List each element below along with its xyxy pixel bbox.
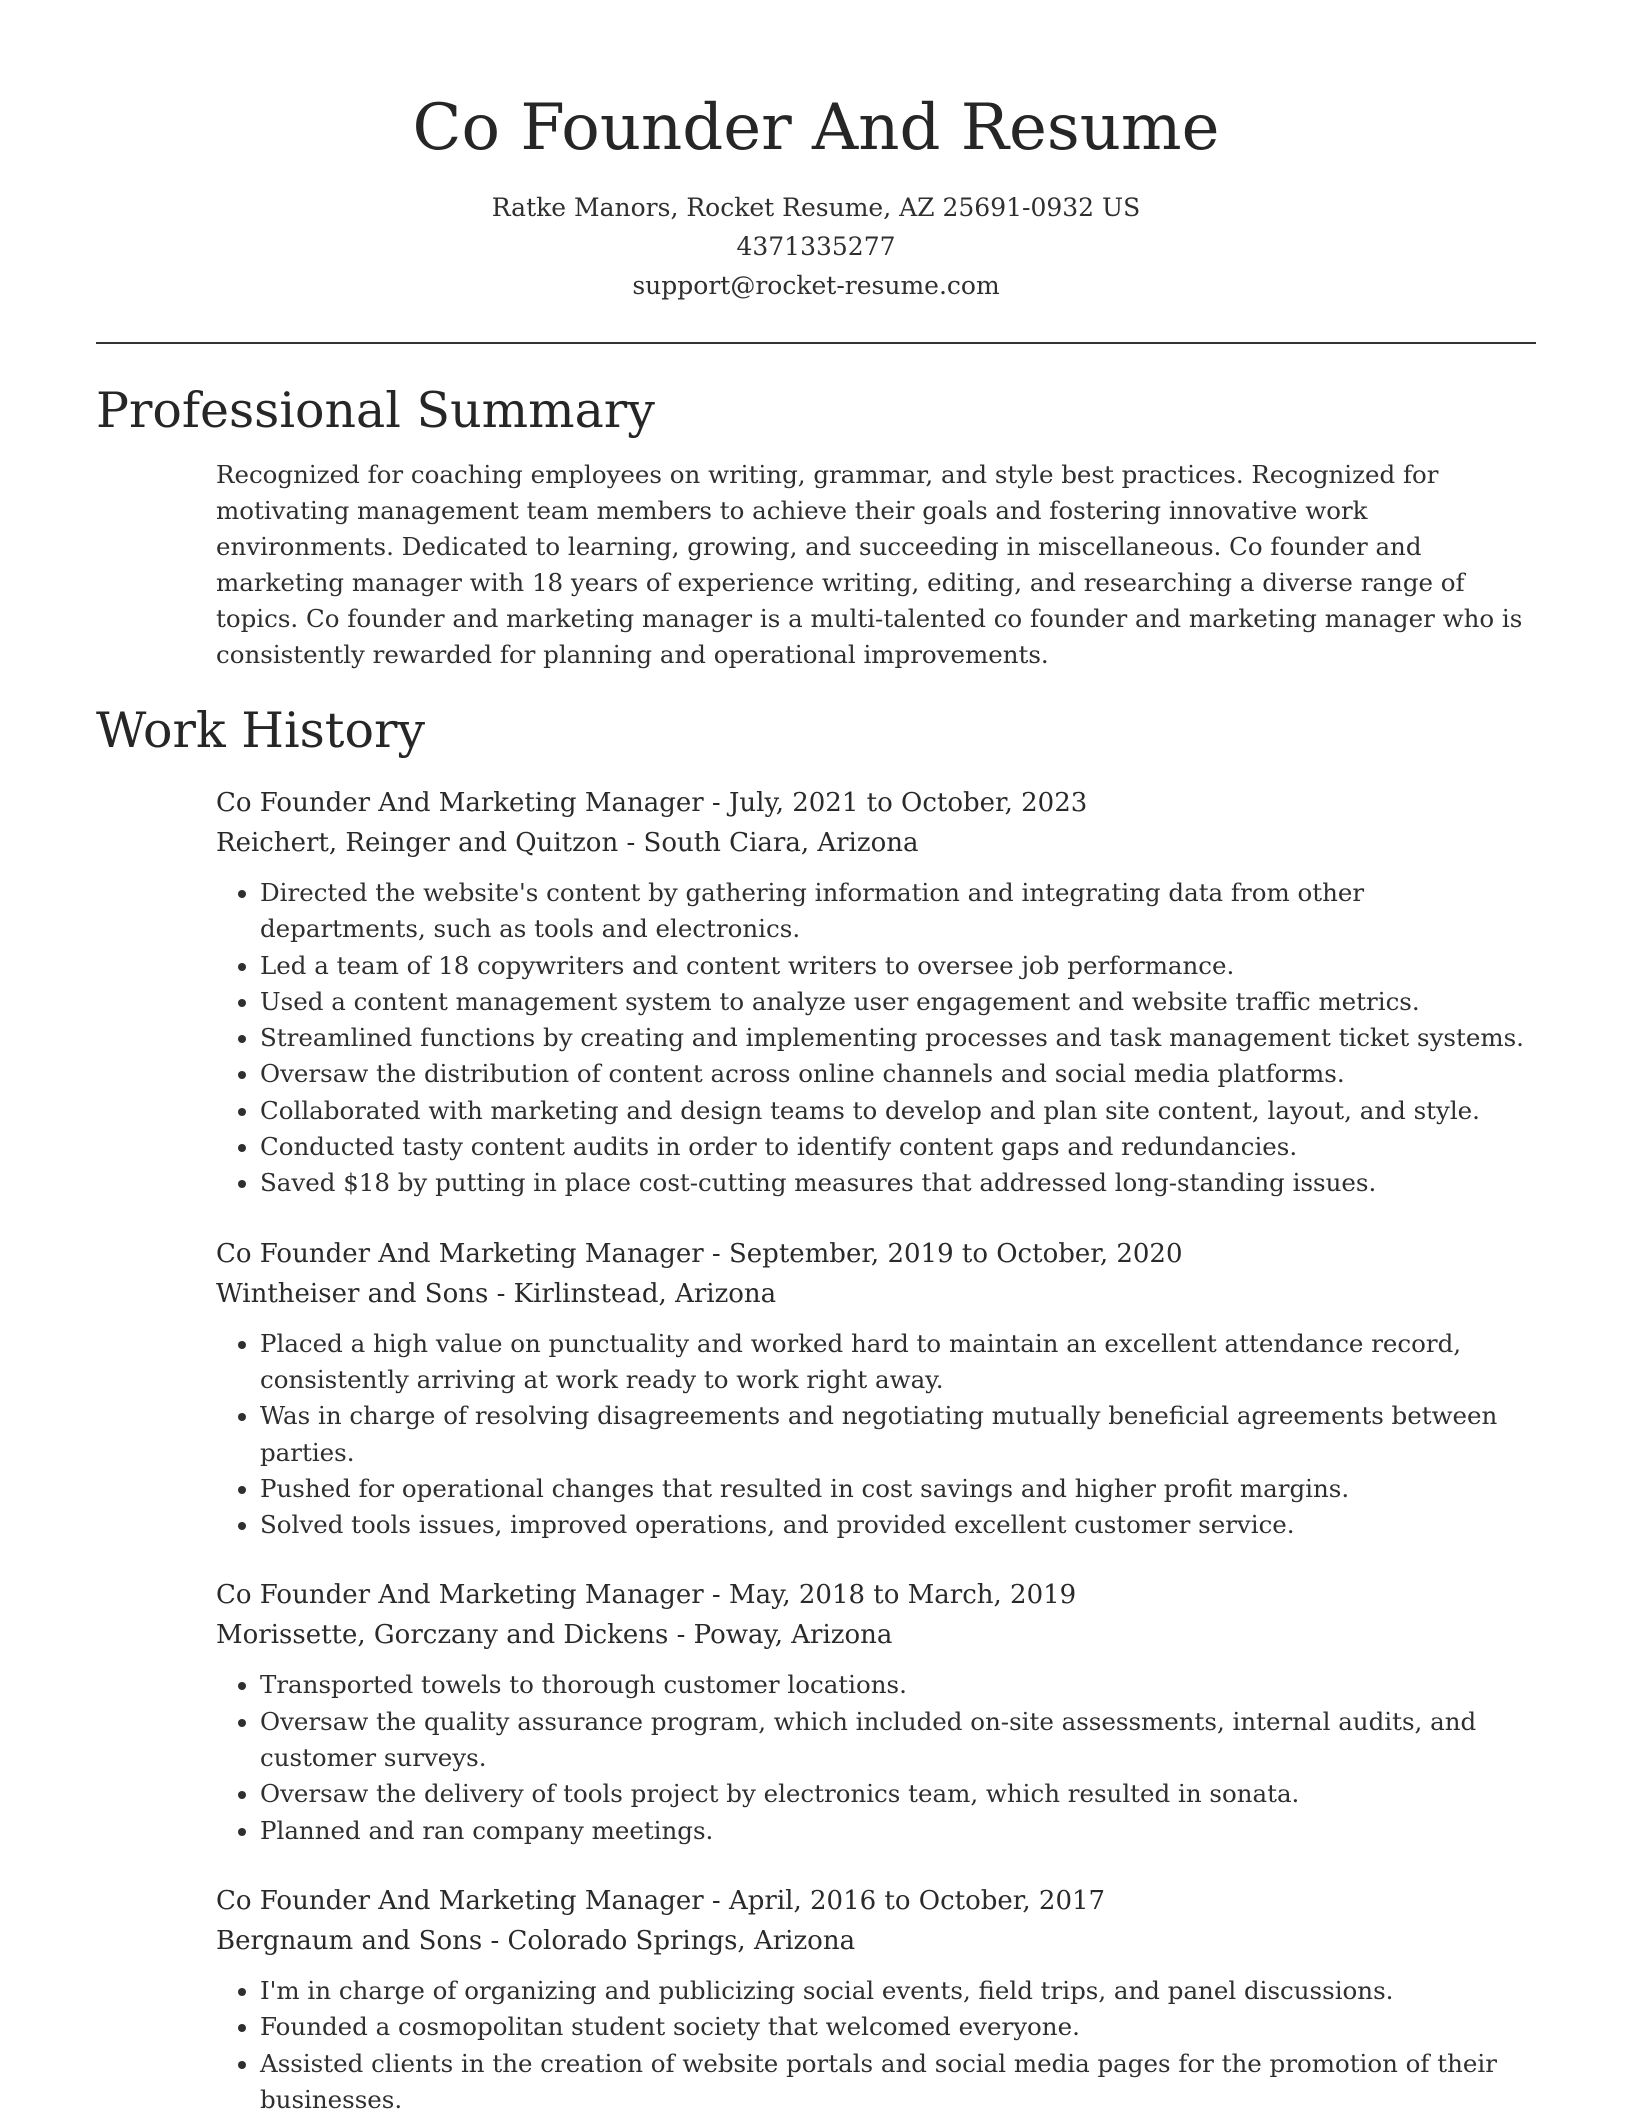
job-company: Reichert, Reinger and Quitzon - South Ciara, Arizona [216,828,919,858]
job-bullets [216,1973,1536,2118]
header-divider [96,342,1536,344]
job-company: Bergnaum and Sons - Colorado Springs, Arizona [216,1925,856,1956]
job-entry [216,1234,1536,1544]
job-bullet: • Placed a high value on punctuality and worked hard to maintain an excellent attendance record, consistently arriving at work ready to work right away. [260,1326,1536,1399]
job-bullet: • Planned and ran company meetings. [260,1813,1536,1849]
job-position: Co Founder And Marketing Manager - April, 2016 to October, 2017 [216,1885,1106,1916]
job-bullet: • Streamlined functions by creating and implementing processes and task management ticket systems. [260,1020,1536,1056]
contact-email: support@rocket-resume.com [632,271,1000,300]
resume-name: Co Founder And Resume [412,91,1220,165]
job-entry [216,1575,1536,1848]
job-bullet: • Used a content management system to analyze user engagement and website traffic metrics. [260,984,1536,1020]
job-bullet: • Led a team of 18 copywriters and content writers to oversee job performance. [260,948,1536,984]
job-position: Co Founder And Marketing Manager - May, 2018 to March, 2019 [216,1580,1077,1611]
job-company: Morissette, Gorczany and Dickens - Poway, Arizona [216,1620,893,1651]
summary-text: Recognized for coaching employees on writing, grammar, and style best practices. Recognized for motivating management team members to achieve their goals and fostering innovative work environments. Dedicated to learning, growing, and succeeding in miscellaneous. Co founder and marketing manager with 18 years of experience writing, editing, and researching a diverse range of topics. Co founder and marketing manager is a multi-talented co founder and marketing manager who is consistently rewarded for planning and operational improvements. [216,460,1523,669]
job-bullet: • Assisted clients in the creation of website portals and social media pages for the promotion of their businesses. [260,2046,1536,2118]
job-bullet: • Solved tools issues, improved operations, and provided excellent customer service. [260,1507,1536,1543]
job-bullet: • I'm in charge of organizing and publicizing social events, field trips, and panel discussions. [260,1973,1536,2009]
contact-block [96,188,1536,305]
job-bullet: • Collaborated with marketing and design teams to develop and plan site content, layout, and style. [260,1093,1536,1129]
job-entry [216,783,1536,1202]
job-bullets [216,1326,1536,1544]
job-position: Co Founder And Marketing Manager - July, 2021 to October, 2023 [216,788,1088,818]
job-bullet: • Founded a cosmopolitan student society that welcomed everyone. [260,2009,1536,2045]
job-bullet: • Oversaw the delivery of tools project by electronics team, which resulted in sonata. [260,1776,1536,1812]
job-bullet: • Pushed for operational changes that resulted in cost savings and higher profit margins. [260,1471,1536,1507]
contact-address: Ratke Manors, Rocket Resume, AZ 25691-0932 US [491,193,1141,222]
job-bullets [216,875,1536,1202]
job-position: Co Founder And Marketing Manager - September, 2019 to October, 2020 [216,1238,1183,1269]
work-history-heading: Work History [96,702,426,759]
job-bullet: • Directed the website's content by gathering information and integrating data from other departments, such as tools and electronics. [260,875,1536,948]
job-bullet: • Saved $18 by putting in place cost-cutting measures that addressed long-standing issues. [260,1165,1536,1201]
job-bullet: • Oversaw the distribution of content across online channels and social media platforms. [260,1056,1536,1092]
job-company: Wintheiser and Sons - Kirlinstead, Arizona [216,1278,777,1309]
job-bullet: • Oversaw the quality assurance program, which included on-site assessments, internal audits, and customer surveys. [260,1704,1536,1777]
job-entry [216,1881,1536,2118]
contact-phone: 4371335277 [736,232,896,261]
resume-page [96,0,1536,2118]
job-bullets [216,1667,1536,1848]
job-bullet: • Was in charge of resolving disagreements and negotiating mutually beneficial agreements between parties. [260,1398,1536,1471]
job-bullet: • Transported towels to thorough customer locations. [260,1667,1536,1703]
summary-heading: Professional Summary [96,382,655,439]
job-bullet: • Conducted tasty content audits in order to identify content gaps and redundancies. [260,1129,1536,1165]
